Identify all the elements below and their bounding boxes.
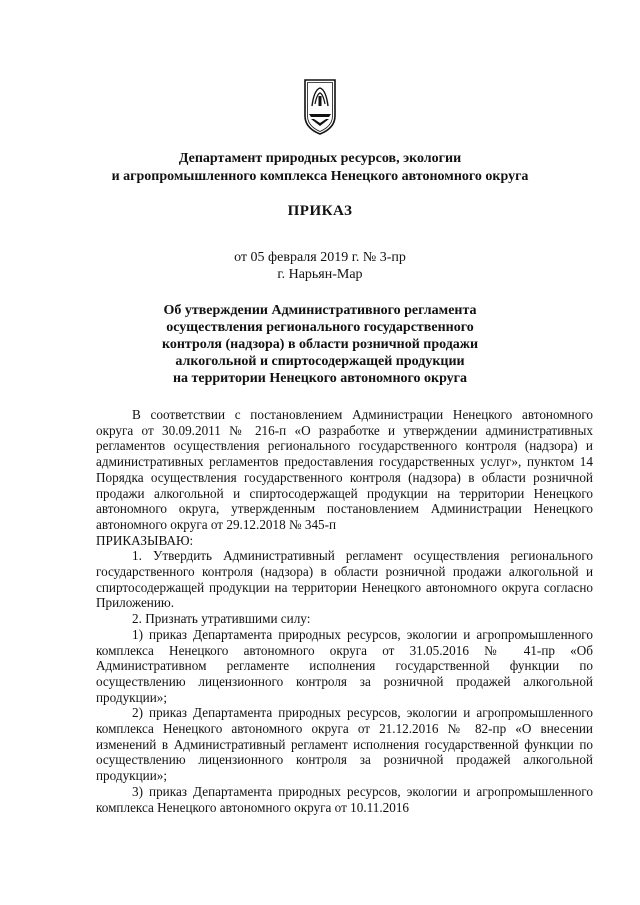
order-city: г. Нарьян-Мар: [277, 267, 363, 282]
item-1-paragraph: 1. Утвердить Административный регламент осуществления регионального государственного контроля (надзора) в области розничной продажи алкогольной и спиртосодержащей продукции на территории Ненецкого автономного округа согласно Приложению.: [96, 548, 593, 611]
subject-line-2: осуществления регионального государственного: [166, 320, 474, 335]
order-title: ПРИКАЗ: [287, 203, 353, 219]
command-word: ПРИКАЗЫВАЮ:: [96, 532, 194, 548]
subject-line-3: контроля (надзора) в области розничной продажи: [161, 337, 479, 352]
order-body: [96, 407, 593, 815]
department-name: [60, 150, 580, 186]
department-line-1: Департамент природных ресурсов, экологии: [178, 151, 462, 166]
item-2-3-paragraph: 3) приказ Департамента природных ресурсов, экологии и агропромышленного комплекса Ненецкого автономного округа от 10.11.2016: [96, 783, 593, 815]
order-subject: [60, 302, 580, 387]
item-2-paragraph: 2. Признать утратившими силу:: [132, 611, 311, 627]
subject-line-1: Об утверждении Административного регламента: [163, 303, 477, 318]
subject-line-4: алкогольной и спиртосодержащей продукции: [175, 354, 465, 369]
order-meta: [60, 249, 580, 283]
coat-of-arms-icon: [302, 76, 338, 136]
preamble-paragraph: В соответствии с постановлением Администрации Ненецкого автономного округа от 30.09.2011 № 216-п «О разработке и утверждении административных регламентов осуществления регионального государственного контроля (надзора) и административных регламентов предоставления государственных услуг», пунктом 14 Порядка осуществления государственного контроля (надзора) в области розничной продажи алкогольной и спиртосодержащей продукции на территории Ненецкого автономного округа, утвержденным постановлением Администрации Ненецкого автономного округа от 29.12.2018 № 345-п: [96, 407, 593, 532]
order-date-number: от 05 февраля 2019 г. № 3-пр: [234, 250, 406, 265]
department-line-2: и агропромышленного комплекса Ненецкого автономного округа: [111, 169, 529, 184]
subject-line-5: на территории Ненецкого автономного округа: [172, 371, 468, 386]
item-2-2-paragraph: 2) приказ Департамента природных ресурсов, экологии и агропромышленного комплекса Ненецкого автономного округа от 21.12.2016 № 82-пр «О внесении изменений в Административный регламент исполнения государственной функции по осуществлению лицензионного контроля за розничной продажей алкогольной продукции»;: [96, 705, 593, 784]
item-2-1-paragraph: 1) приказ Департамента природных ресурсов, экологии и агропромышленного комплекса Ненецкого автономного округа от 31.05.2016 № 41-пр «Об Административном регламенте исполнения государственной функции по осуществлению лицензионного контроля за розничной продажей алкогольной продукции»;: [96, 626, 593, 705]
